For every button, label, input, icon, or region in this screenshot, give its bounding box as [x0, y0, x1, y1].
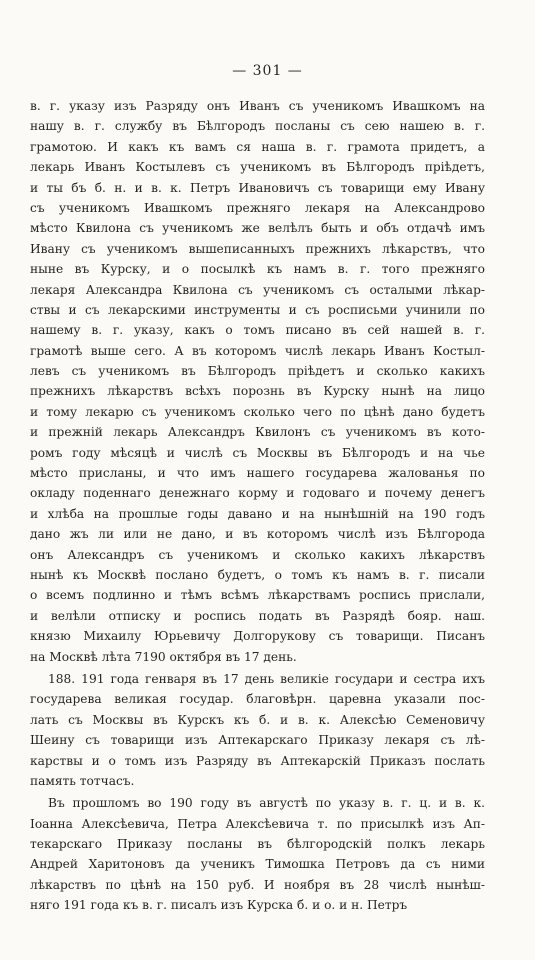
- text-line: грамотою. И какъ къ вамъ ся наша в. г. грамота придетъ, а: [30, 139, 485, 154]
- text-line: лать съ Москвы въ Курскъ къ б. и в. к. Алексѣю Семеновичу: [30, 712, 485, 727]
- text-line: 188. 191 года генваря въ 17 день великіе государи и сестра ихъ: [48, 671, 485, 686]
- text-line: Іоанна Алексѣевича, Петра Алексѣевича т. по присылкѣ изъ Ап-: [30, 816, 485, 831]
- text-line: о всемъ подлинно и тѣмъ всѣмъ лѣкарствамъ роспись прислали,: [30, 588, 485, 603]
- text-line: на Москвѣ лѣта 7190 октября въ 17 день.: [30, 649, 297, 664]
- text-line: и велѣли отписку и роспись подать въ Разрядѣ бояр. наш.: [30, 608, 485, 623]
- text-line: дано жъ ли или не дано, и въ которомъ числѣ изъ Бѣлгорода: [30, 527, 485, 542]
- text-line: лекаря Александра Квилона съ ученикомъ съ осталыми лѣкар-: [30, 282, 485, 297]
- text-line: карствы и о томъ изъ Разряду въ Аптекарскій Приказъ послать: [30, 753, 485, 768]
- text-line: и прежній лекарь Александръ Квилонъ съ ученикомъ въ кото-: [30, 425, 485, 440]
- text-line: Въ прошломъ во 190 году въ августѣ по указу в. г. ц. и в. к.: [48, 796, 485, 811]
- text-line: нашему в. г. указу, какъ о томъ писано въ сей нашей в. г.: [30, 323, 485, 338]
- text-line: и ты бъ б. н. и в. к. Петръ Ивановичъ съ товарищи ему Ивану: [30, 180, 485, 195]
- text-line: мѣсто присланы, и что имъ нашего государева жалованья по: [30, 466, 485, 481]
- text-line: государева великая государ. благовѣрн. царевна указали пос-: [30, 692, 485, 707]
- text-line: князю Михаилу Юрьевичу Долгорукову съ товарищи. Писанъ: [30, 629, 485, 644]
- text-line: окладу поденнаго денежнаго корму и годоваго и почему денегъ: [30, 486, 485, 501]
- text-line: текарскаго Приказу посланы въ бѣлгородскій полкъ лекарь: [30, 837, 485, 852]
- text-line: грамотѣ выше сего. А въ которомъ числѣ лекарь Иванъ Костыл-: [30, 343, 485, 358]
- page-number: — 301 —: [232, 63, 303, 79]
- text-line: нашу в. г. службу въ Бѣлгородъ посланы съ сею нашею в. г.: [30, 119, 485, 134]
- text-line: в. г. указу изъ Разряду онъ Иванъ съ ученикомъ Ивашкомъ на: [30, 99, 485, 113]
- text-line: лѣкарствъ по цѣнѣ на 150 руб. И ноября въ 28 числѣ нынѣш-: [30, 877, 485, 892]
- text-line: съ ученикомъ Ивашкомъ прежняго лекаря на Александрово: [30, 200, 485, 215]
- text-line: Шеину съ товарищи изъ Аптекарскаго Приказу лекаря съ лѣ-: [30, 733, 485, 748]
- text-body: [30, 96, 485, 916]
- paragraph: [30, 669, 485, 791]
- text-line: онъ Александръ съ ученикомъ и сколько какихъ лѣкарствъ: [30, 547, 485, 562]
- text-line: прежнихъ лѣкарствъ всѣхъ порознь въ Курску нынѣ на лицо: [30, 384, 485, 399]
- text-line: Андрей Харитоновъ да ученикъ Тимошка Петровъ да съ ними: [30, 857, 485, 872]
- text-line: и хлѣба на прошлые годы давано и на нынѣшній на 190 годъ: [30, 506, 485, 521]
- text-line: мѣсто Квилона съ ученикомъ же велѣлъ быть и объ отдачѣ имъ: [30, 221, 485, 236]
- text-line: нынѣ къ Москвѣ послано будетъ, о томъ къ намъ в. г. писали: [30, 567, 485, 582]
- text-line: лекарь Иванъ Костылевъ съ ученикомъ въ Бѣлгородъ пріѣдетъ,: [30, 160, 485, 175]
- paragraph: [30, 96, 485, 667]
- text-line: левъ съ ученикомъ въ Бѣлгородъ пріѣдетъ и сколько какихъ: [30, 364, 485, 379]
- text-line: Ивану съ ученикомъ вышеписанныхъ прежнихъ лѣкарствъ, что: [30, 241, 485, 256]
- text-line: память тотчасъ.: [30, 773, 135, 788]
- text-line: няго 191 года къ в. г. писалъ изъ Курска б. и о. и н. Петръ: [30, 898, 408, 913]
- text-line: ромъ году мѣсяцѣ и числѣ съ Москвы въ Бѣлгородъ и на чье: [30, 445, 485, 460]
- text-line: ныне въ Курску, и о посылкѣ къ намъ в. г. того прежняго: [30, 262, 485, 277]
- paragraph: [30, 793, 485, 915]
- text-line: и тому лекарю съ ученикомъ сколько чего по цѣнѣ дано будетъ: [30, 404, 485, 419]
- text-line: ствы и съ лекарскими инструменты и съ росписьми учинили по: [30, 302, 485, 317]
